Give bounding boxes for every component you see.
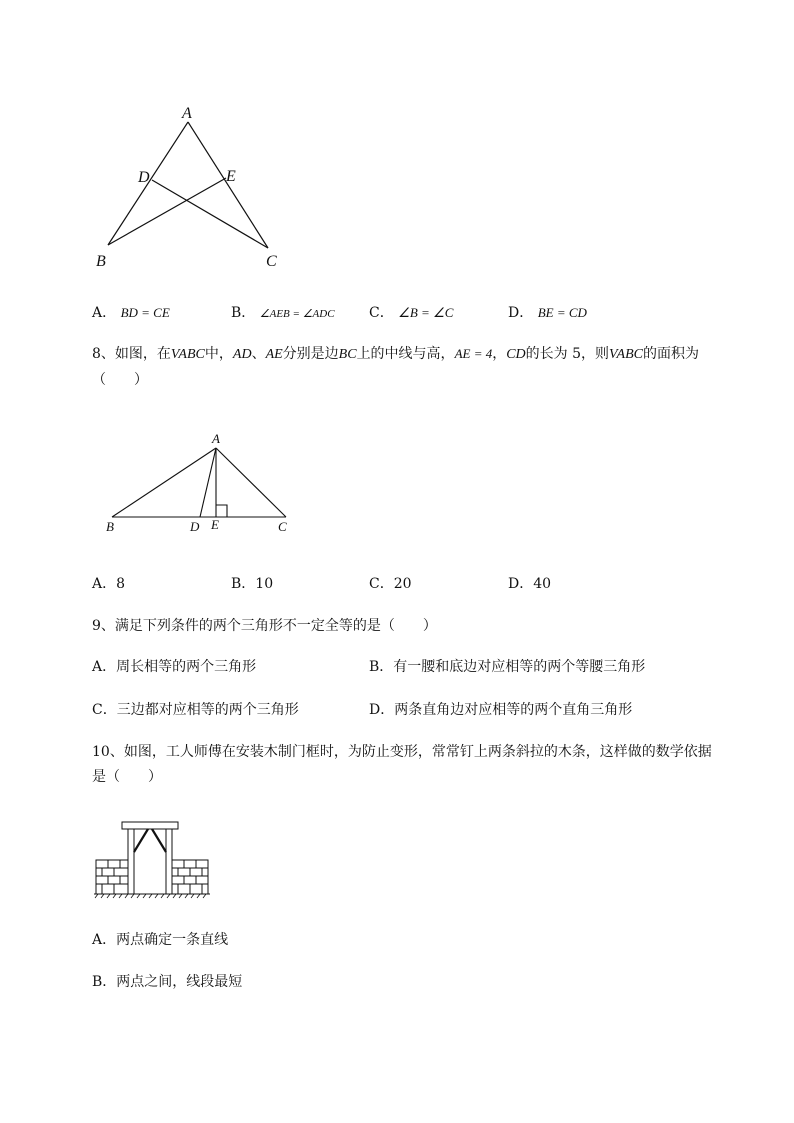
option-key: C． [369, 576, 394, 592]
text: 分别是边 [282, 346, 339, 362]
triangle-figure-q8 [100, 428, 300, 540]
option-key: B． [92, 974, 117, 990]
option-c-q8[interactable] [369, 574, 412, 594]
text: 上的中线与高， [356, 346, 455, 362]
segment-be [108, 178, 226, 245]
math-ad: AD [232, 347, 252, 362]
vertex-label-b: B [96, 253, 106, 270]
option-a-q10[interactable] [92, 930, 228, 950]
option-d-q9[interactable] [369, 700, 632, 720]
option-key: A． [92, 305, 117, 321]
option-key: B． [231, 576, 256, 592]
option-expr: BE = CD [537, 305, 587, 320]
option-key: D． [508, 305, 534, 321]
option-key: B． [231, 305, 256, 321]
vertex-label-e: E [226, 168, 236, 185]
question-10-stem-line1: 10、如图，工人师傅在安装木制门框时，为防止变形，常常钉上两条斜拉的木条，这样做的数学依据 [92, 744, 712, 760]
vertex-label-c: C [278, 519, 287, 534]
right-angle-mark [216, 505, 227, 517]
vertex-label-d: D [138, 169, 150, 186]
option-key: C． [369, 305, 394, 321]
option-a-q8[interactable] [92, 574, 125, 594]
vertex-label-d: D [190, 519, 200, 534]
text: ， [492, 346, 507, 362]
option-c-q7[interactable] [369, 303, 453, 323]
option-a-q7[interactable] [92, 303, 170, 323]
triangle-figure-q7 [80, 100, 310, 275]
side-ac [188, 122, 268, 248]
text: 中， [204, 346, 233, 362]
answer-blank: （ ） [92, 372, 148, 388]
math-bc: BC [338, 347, 357, 362]
option-text: 8 [116, 576, 126, 592]
option-key: B． [369, 659, 394, 675]
option-d-q7[interactable] [508, 303, 587, 323]
text: 、 [251, 346, 266, 362]
question-8-blank [92, 370, 148, 390]
option-b-q7[interactable] [231, 303, 335, 324]
option-text: 两条直角边对应相等的两个直角三角形 [394, 702, 633, 718]
math-ae: AE [265, 347, 283, 362]
math-cd: CD [506, 347, 526, 362]
option-text: 40 [533, 576, 552, 592]
text: 的长为 5，则 [525, 346, 610, 362]
right-brick-wall [172, 860, 208, 894]
vertex-label-c: C [266, 253, 277, 270]
vertex-label-a: A [212, 431, 220, 446]
question-9-stem: 9、满足下列条件的两个三角形不一定全等的是（ ） [92, 618, 437, 634]
vertex-label-a: A [182, 105, 192, 122]
right-brace [152, 829, 166, 852]
option-b-q9[interactable] [369, 657, 645, 677]
median-ad [200, 448, 216, 517]
math-ae-eq: AE = 4 [454, 346, 493, 361]
option-d-q8[interactable] [508, 574, 551, 594]
option-key: A． [92, 932, 117, 948]
segment-cd [152, 180, 268, 248]
option-c-q9[interactable] [92, 700, 299, 720]
ground-hatch [95, 894, 206, 898]
door-lintel [122, 822, 178, 829]
option-key: D． [369, 702, 395, 718]
option-key: C． [92, 702, 117, 718]
text: 的面积为 [643, 346, 699, 362]
option-a-q9[interactable] [92, 657, 256, 677]
option-expr: ∠B = ∠C [398, 305, 454, 320]
option-text: 有一腰和底边对应相等的两个等腰三角形 [393, 659, 646, 675]
vertex-label-b: B [106, 519, 114, 534]
side-ab [112, 448, 216, 517]
question-10-stem-line2: 是（ ） [92, 769, 162, 785]
left-brick-wall [96, 860, 128, 894]
option-text: 20 [393, 576, 412, 592]
door-frame-figure [90, 812, 215, 902]
option-expr: ∠AEB = ∠ADC [259, 308, 335, 320]
option-b-q10[interactable] [92, 972, 242, 992]
option-text: 两点之间，线段最短 [116, 974, 243, 990]
option-text: 两点确定一条直线 [116, 932, 229, 948]
question-8-stem [92, 344, 699, 365]
option-text: 三边都对应相等的两个三角形 [116, 702, 299, 718]
option-text: 周长相等的两个三角形 [116, 659, 257, 675]
triangle-symbol: VABC [170, 347, 205, 362]
vertex-label-e: E [211, 517, 219, 532]
option-key: A． [92, 576, 117, 592]
triangle-symbol: VABC [609, 347, 643, 362]
option-b-q8[interactable] [231, 574, 273, 594]
option-key: D． [508, 576, 534, 592]
option-key: A． [92, 659, 117, 675]
left-brace [134, 829, 148, 852]
text: 8、如图，在 [92, 346, 171, 362]
option-expr: BD = CE [120, 305, 170, 320]
option-text: 10 [255, 576, 274, 592]
